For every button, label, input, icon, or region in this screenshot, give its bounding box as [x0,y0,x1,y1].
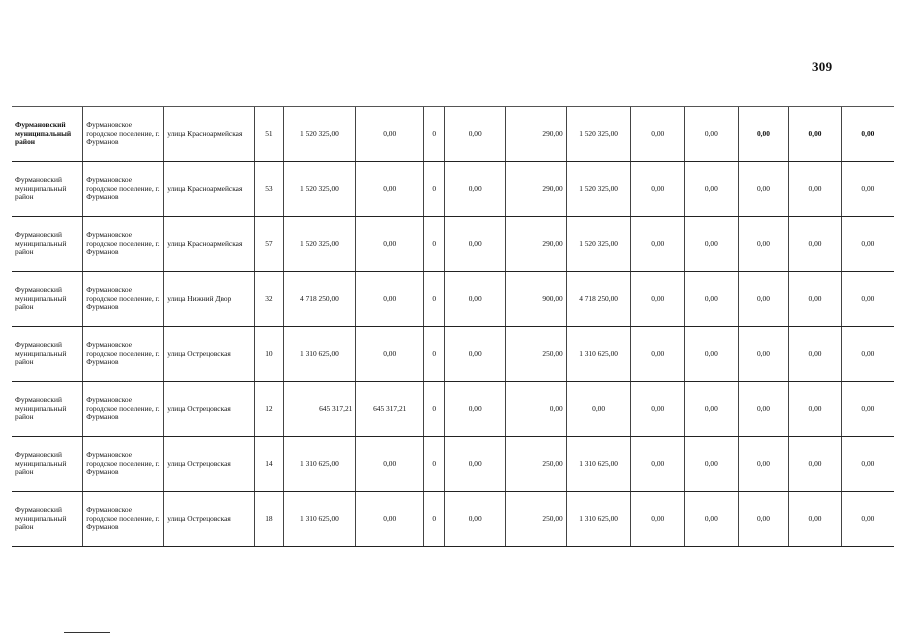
value-cell: 250,00 [506,327,567,382]
street-cell: улица Острецовская [164,492,255,547]
value-cell: 0,00 [685,382,739,437]
settlement-cell: Фурмановское городское поселение, г. Фурманов [83,217,164,272]
value-cell: 0 [424,107,445,162]
value-cell: 0,00 [631,107,685,162]
value-cell: 0,00 [789,437,842,492]
value-cell: 0,00 [789,217,842,272]
value-cell: 0,00 [789,382,842,437]
value-cell: 0,00 [445,162,506,217]
total-cost-cell: 1 310 625,00 [283,492,356,547]
value-cell: 290,00 [506,107,567,162]
value-cell: 0,00 [738,107,789,162]
value-cell: 0,00 [685,492,739,547]
value-cell: 290,00 [506,162,567,217]
value-cell: 0,00 [685,162,739,217]
settlement-cell: Фурмановское городское поселение, г. Фурманов [83,492,164,547]
table-row [12,327,894,382]
house-number-cell: 32 [255,272,283,327]
table-row [12,437,894,492]
value-cell: 290,00 [506,217,567,272]
district-cell: Фурмановский муниципальный район [12,437,83,492]
value-cell: 0,00 [631,217,685,272]
value-cell: 0,00 [685,217,739,272]
value-cell: 0,00 [356,272,424,327]
value-cell: 0,00 [789,107,842,162]
value-cell: 0,00 [445,437,506,492]
district-cell: Фурмановский муниципальный район [12,382,83,437]
total-cost-cell: 1 310 625,00 [283,437,356,492]
street-cell: улица Острецовская [164,437,255,492]
house-number-cell: 14 [255,437,283,492]
value-cell: 1 520 325,00 [566,107,631,162]
page-number: 309 [812,59,833,74]
table-row [12,107,894,162]
value-cell: 0,00 [685,107,739,162]
value-cell: 0,00 [445,217,506,272]
district-cell: Фурмановский муниципальный район [12,327,83,382]
value-cell: 0,00 [841,272,894,327]
value-cell: 1 520 325,00 [566,162,631,217]
value-cell: 0,00 [738,272,789,327]
value-cell: 0,00 [356,492,424,547]
value-cell: 0,00 [841,437,894,492]
district-cell: Фурмановский муниципальный район [12,162,83,217]
value-cell: 0,00 [631,272,685,327]
settlement-cell: Фурмановское городское поселение, г. Фурманов [83,327,164,382]
settlement-cell: Фурмановское городское поселение, г. Фурманов [83,272,164,327]
value-cell: 0,00 [445,107,506,162]
value-cell: 0,00 [841,217,894,272]
district-cell: Фурмановский муниципальный район [12,107,83,162]
value-cell: 1 310 625,00 [566,327,631,382]
value-cell: 0 [424,327,445,382]
value-cell: 0,00 [738,217,789,272]
table-row [12,382,894,437]
value-cell: 0 [424,272,445,327]
house-number-cell: 12 [255,382,283,437]
total-cost-cell: 645 317,21 [283,382,356,437]
table-row [12,492,894,547]
value-cell: 0,00 [356,327,424,382]
house-number-cell: 10 [255,327,283,382]
table-row [12,272,894,327]
value-cell: 0,00 [445,382,506,437]
value-cell: 0,00 [356,217,424,272]
value-cell: 0,00 [631,492,685,547]
total-cost-cell: 4 718 250,00 [283,272,356,327]
value-cell: 645 317,21 [356,382,424,437]
street-cell: улица Красноармейская [164,107,255,162]
value-cell: 0 [424,437,445,492]
house-number-cell: 57 [255,217,283,272]
value-cell: 0 [424,492,445,547]
repair-schedule-table [12,106,894,547]
settlement-cell: Фурмановское городское поселение, г. Фурманов [83,437,164,492]
value-cell: 0,00 [566,382,631,437]
value-cell: 0,00 [738,437,789,492]
value-cell: 0,00 [738,492,789,547]
house-number-cell: 18 [255,492,283,547]
table-row [12,217,894,272]
street-cell: улица Нижний Двор [164,272,255,327]
value-cell: 0,00 [445,272,506,327]
value-cell: 0,00 [841,162,894,217]
value-cell: 0,00 [789,162,842,217]
value-cell: 1 310 625,00 [566,437,631,492]
district-cell: Фурмановский муниципальный район [12,272,83,327]
street-cell: улица Красноармейская [164,217,255,272]
value-cell: 1 310 625,00 [566,492,631,547]
value-cell: 0,00 [445,327,506,382]
value-cell: 0,00 [631,327,685,382]
value-cell: 0,00 [356,107,424,162]
value-cell: 0 [424,162,445,217]
value-cell: 900,00 [506,272,567,327]
value-cell: 0,00 [445,492,506,547]
value-cell: 0,00 [631,382,685,437]
total-cost-cell: 1 520 325,00 [283,162,356,217]
settlement-cell: Фурмановское городское поселение, г. Фурманов [83,162,164,217]
value-cell: 0,00 [841,382,894,437]
street-cell: улица Острецовская [164,327,255,382]
value-cell: 4 718 250,00 [566,272,631,327]
settlement-cell: Фурмановское городское поселение, г. Фурманов [83,382,164,437]
value-cell: 0,00 [631,437,685,492]
district-cell: Фурмановский муниципальный район [12,492,83,547]
total-cost-cell: 1 520 325,00 [283,217,356,272]
value-cell: 0,00 [685,437,739,492]
total-cost-cell: 1 520 325,00 [283,107,356,162]
value-cell: 0,00 [841,492,894,547]
value-cell: 0,00 [789,327,842,382]
value-cell: 0,00 [841,107,894,162]
district-cell: Фурмановский муниципальный район [12,217,83,272]
value-cell: 0,00 [631,162,685,217]
value-cell: 0 [424,382,445,437]
value-cell: 250,00 [506,492,567,547]
value-cell: 0,00 [356,437,424,492]
value-cell: 0,00 [738,327,789,382]
street-cell: улица Красноармейская [164,162,255,217]
settlement-cell: Фурмановское городское поселение, г. Фурманов [83,107,164,162]
house-number-cell: 53 [255,162,283,217]
value-cell: 0,00 [738,382,789,437]
value-cell: 0,00 [738,162,789,217]
value-cell: 0,00 [356,162,424,217]
value-cell: 0,00 [841,327,894,382]
house-number-cell: 51 [255,107,283,162]
value-cell: 0 [424,217,445,272]
table-row [12,162,894,217]
value-cell: 0,00 [789,272,842,327]
value-cell: 0,00 [506,382,567,437]
value-cell: 1 520 325,00 [566,217,631,272]
value-cell: 250,00 [506,437,567,492]
footnote-rule [64,632,110,633]
street-cell: улица Острецовская [164,382,255,437]
value-cell: 0,00 [685,327,739,382]
value-cell: 0,00 [685,272,739,327]
total-cost-cell: 1 310 625,00 [283,327,356,382]
value-cell: 0,00 [789,492,842,547]
